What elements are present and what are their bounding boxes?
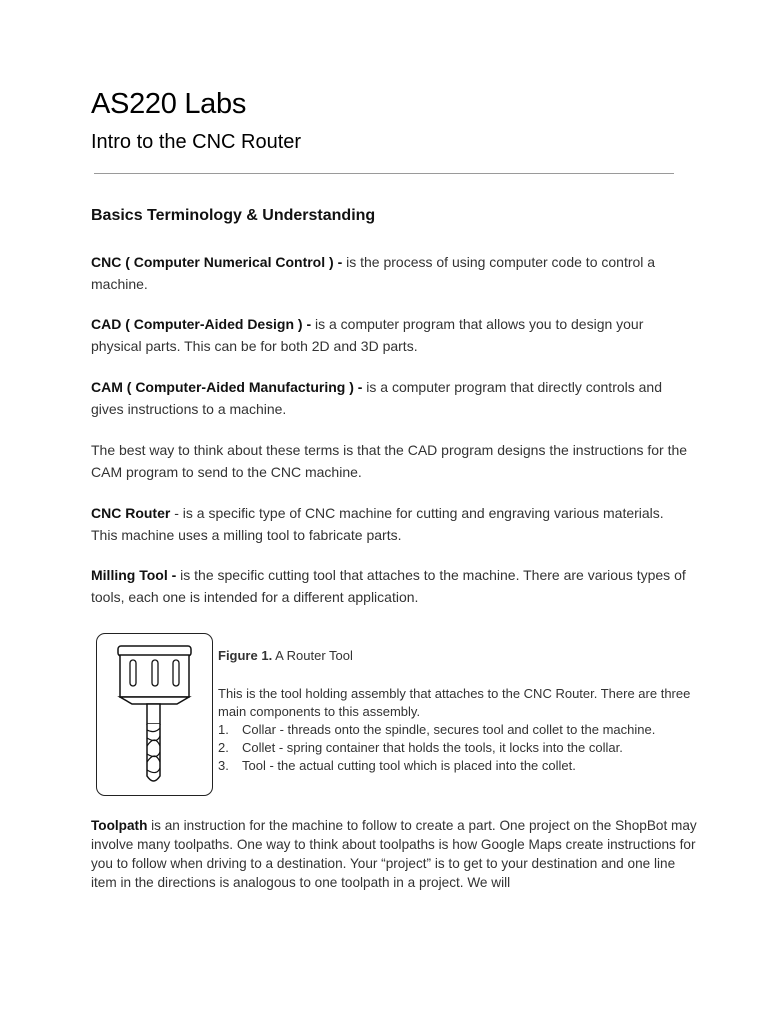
term-milling-tool [91, 564, 691, 608]
tool-shank [147, 704, 160, 724]
list-text: Collet - spring container that holds the tools, it locks into the collar. [242, 740, 623, 755]
term-definition: is the specific cutting tool that attaches to the machine. There are various types of tools, each one is intended for a different application. [91, 567, 686, 605]
page-title: AS220 Labs [91, 88, 247, 120]
list-text: Tool - the actual cutting tool which is placed into the collet. [242, 758, 576, 773]
collet-taper [120, 697, 189, 704]
figure-label: Figure 1. [218, 648, 273, 663]
figure-description: This is the tool holding assembly that attaches to the CNC Router. There are three main components to this assembly. [218, 686, 691, 719]
router-tool-illustration [97, 634, 214, 797]
best-way-paragraph: The best way to think about these terms is that the CAD program designs the instructions for the CAM program to send to the CNC machine. [91, 442, 688, 480]
list-number: 3. [218, 758, 229, 773]
term-label: CNC Router [91, 505, 171, 521]
term-definition: is a computer program that directly controls and gives instructions to a machine. [91, 379, 662, 417]
term-label: Milling Tool - [91, 567, 177, 583]
term-cnc [91, 251, 691, 295]
list-item [218, 721, 655, 739]
term-label: CAD ( Computer-Aided Design ) - [91, 316, 312, 332]
collar-slot [130, 660, 136, 686]
figure-caption [218, 647, 353, 665]
term-cam [91, 376, 691, 420]
horizontal-rule [94, 173, 674, 174]
toolpath-paragraph [91, 816, 701, 892]
collar-slot [152, 660, 158, 686]
page-subtitle: Intro to the CNC Router [91, 131, 302, 153]
term-cnc-router [91, 502, 691, 546]
term-label: CAM ( Computer-Aided Manufacturing ) - [91, 379, 363, 395]
term-definition: is the process of using computer code to control a machine. [91, 254, 656, 292]
term-cad [91, 313, 691, 357]
term-label: Toolpath [91, 818, 148, 833]
list-number: 1. [218, 722, 229, 737]
figure-component-list [218, 721, 655, 775]
term-definition: is an instruction for the machine to follow to create a part. One project on the ShopBot may involve many toolpaths. One way to think about toolpaths is how Google Maps create instructions for you to follow when driving to a destination. Your “project” is to get to your destination and one line item in the directions is analogous to one toolpath in a project. We will [91, 818, 697, 890]
figure-title: A Router Tool [272, 648, 353, 663]
collar-slot [173, 660, 179, 686]
list-item [218, 757, 655, 775]
term-label: CNC ( Computer Numerical Control ) - [91, 254, 343, 270]
term-definition: - is a specific type of CNC machine for cutting and engraving various materials. This machine uses a milling tool to fabricate parts. [91, 505, 664, 543]
router-tool-figure [96, 633, 213, 796]
section-heading: Basics Terminology & Understanding [91, 207, 376, 224]
list-text: Collar - threads onto the spindle, secures tool and collet to the machine. [242, 722, 656, 737]
list-item [218, 739, 655, 757]
list-number: 2. [218, 740, 229, 755]
term-definition: is a computer program that allows you to design your physical parts. This can be for both 2D and 3D parts. [91, 316, 644, 354]
